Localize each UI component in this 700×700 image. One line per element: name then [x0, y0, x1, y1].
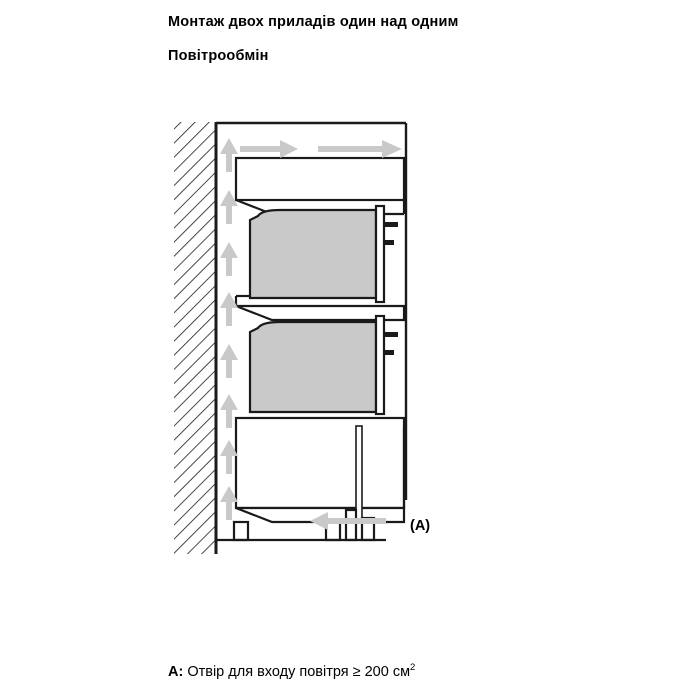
footnote-superscript: 2 — [410, 662, 416, 673]
page-subtitle: Повітрообмін — [168, 48, 269, 64]
footnote-text: Отвір для входу повітря ≥ 200 см — [183, 663, 411, 680]
wall-hatching — [174, 122, 216, 554]
footnote-label: A: — [168, 663, 184, 680]
callout-a-label: (A) — [410, 518, 431, 534]
page-title: Монтаж двох приладів один над одним — [168, 14, 459, 30]
bottom-cabinet — [236, 418, 404, 522]
footnote — [168, 662, 415, 680]
installation-diagram — [150, 110, 570, 580]
